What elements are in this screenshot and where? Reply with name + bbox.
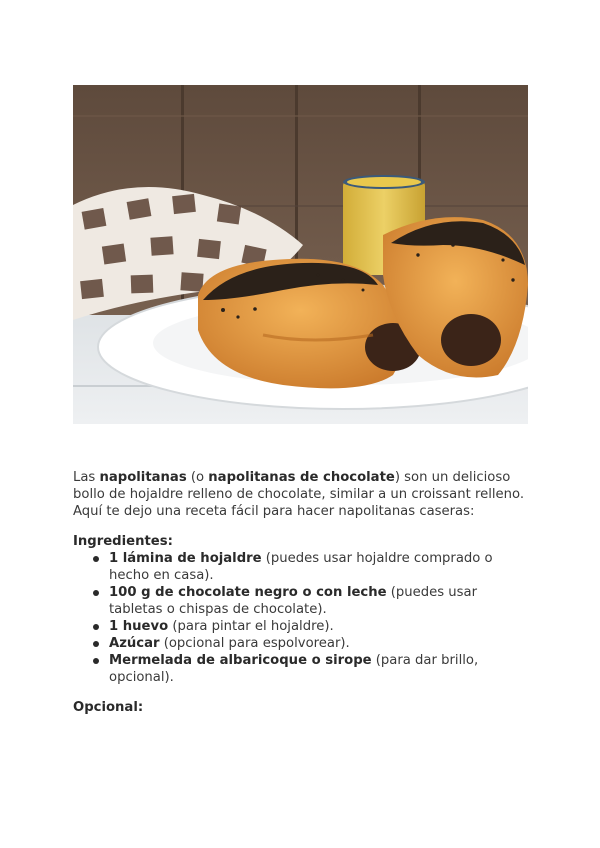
- list-item: [109, 618, 533, 635]
- optional-heading: Opcional:: [73, 700, 144, 715]
- list-item: [109, 635, 533, 652]
- ingredients-heading: Ingredientes:: [73, 534, 173, 549]
- napolitanas-photo: [73, 85, 528, 424]
- ingredients-list: [73, 550, 533, 686]
- ingredient-name: Mermelada de albaricoque o sirope: [109, 653, 372, 668]
- ingredient-name: 1 huevo: [109, 619, 169, 634]
- ingredient-note: (puedes usar tabletas o chispas de chocolate).: [109, 585, 478, 617]
- ingredient-name: 100 g de chocolate negro o con leche: [109, 585, 387, 600]
- list-item: [109, 550, 533, 584]
- list-item: [109, 584, 533, 618]
- intro-bold-napolitanas-chocolate: napolitanas de chocolate: [208, 470, 395, 485]
- intro-paragraph: [73, 469, 533, 520]
- ingredient-note: (para dar brillo, opcional).: [109, 653, 479, 685]
- ingredient-name: Azúcar: [109, 636, 160, 651]
- recipe-text: [73, 469, 533, 716]
- intro-text-3: ) son un delicioso bollo de hojaldre relleno de chocolate, similar a un croissant relleno. Aquí te dejo una receta fácil para hacer napolitanas caseras:: [73, 470, 525, 519]
- intro-bold-napolitanas: napolitanas: [99, 470, 187, 485]
- ingredient-name: 1 lámina de hojaldre: [109, 551, 262, 566]
- intro-text-1: Las: [73, 470, 100, 485]
- ingredient-note: (opcional para espolvorear).: [159, 636, 350, 651]
- list-item: [109, 652, 533, 686]
- ingredient-note: (puedes usar hojaldre comprado o hecho en casa).: [109, 551, 493, 583]
- ingredient-note: (para pintar el hojaldre).: [168, 619, 334, 634]
- pastry-illustration: [73, 85, 528, 424]
- intro-text-2: (o: [186, 470, 209, 485]
